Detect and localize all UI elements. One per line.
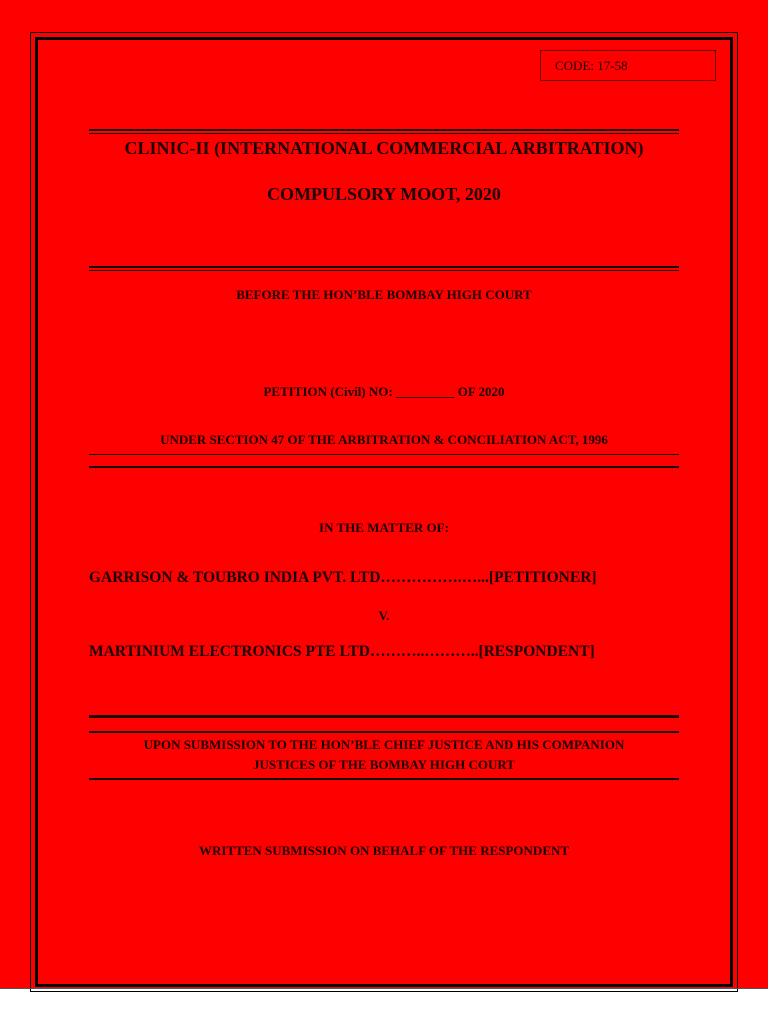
divider — [89, 270, 679, 271]
written-submission-title: WRITTEN SUBMISSION ON BEHALF OF THE RESPONDENT — [198, 843, 570, 858]
divider — [89, 731, 679, 733]
divider — [89, 778, 679, 780]
clinic-title: CLINIC-II (INTERNATIONAL COMMERCIAL ARBITRATION) — [124, 138, 644, 158]
divider — [89, 266, 679, 268]
page-bottom-edge — [0, 988, 768, 989]
code-label: CODE: 17-58 — [540, 50, 716, 81]
matter-heading: IN THE MATTER OF: — [319, 520, 449, 535]
submission-line-1: UPON SUBMISSION TO THE HON’BLE CHIEF JUSTICE AND HIS COMPANION — [143, 737, 625, 752]
moot-title: COMPULSORY MOOT, 2020 — [267, 184, 501, 204]
versus-label: V. — [378, 608, 390, 623]
section-heading: UNDER SECTION 47 OF THE ARBITRATION & CONCILIATION ACT, 1996 — [160, 432, 608, 447]
divider — [89, 715, 679, 718]
divider — [89, 133, 679, 134]
submission-line-2: JUSTICES OF THE BOMBAY HIGH COURT — [253, 757, 515, 772]
divider — [89, 454, 679, 455]
petitioner-line: GARRISON & TOUBRO INDIA PVT. LTD…………….…...[PETITIONER] — [89, 569, 597, 586]
divider — [89, 466, 679, 468]
court-heading: BEFORE THE HON’BLE BOMBAY HIGH COURT — [236, 287, 532, 302]
divider — [89, 129, 679, 131]
respondent-line: MARTINIUM ELECTRONICS PTE LTD………..………..[RESPONDENT] — [89, 643, 595, 660]
petition-number: PETITION (Civil) NO: _________ OF 2020 — [263, 384, 505, 399]
